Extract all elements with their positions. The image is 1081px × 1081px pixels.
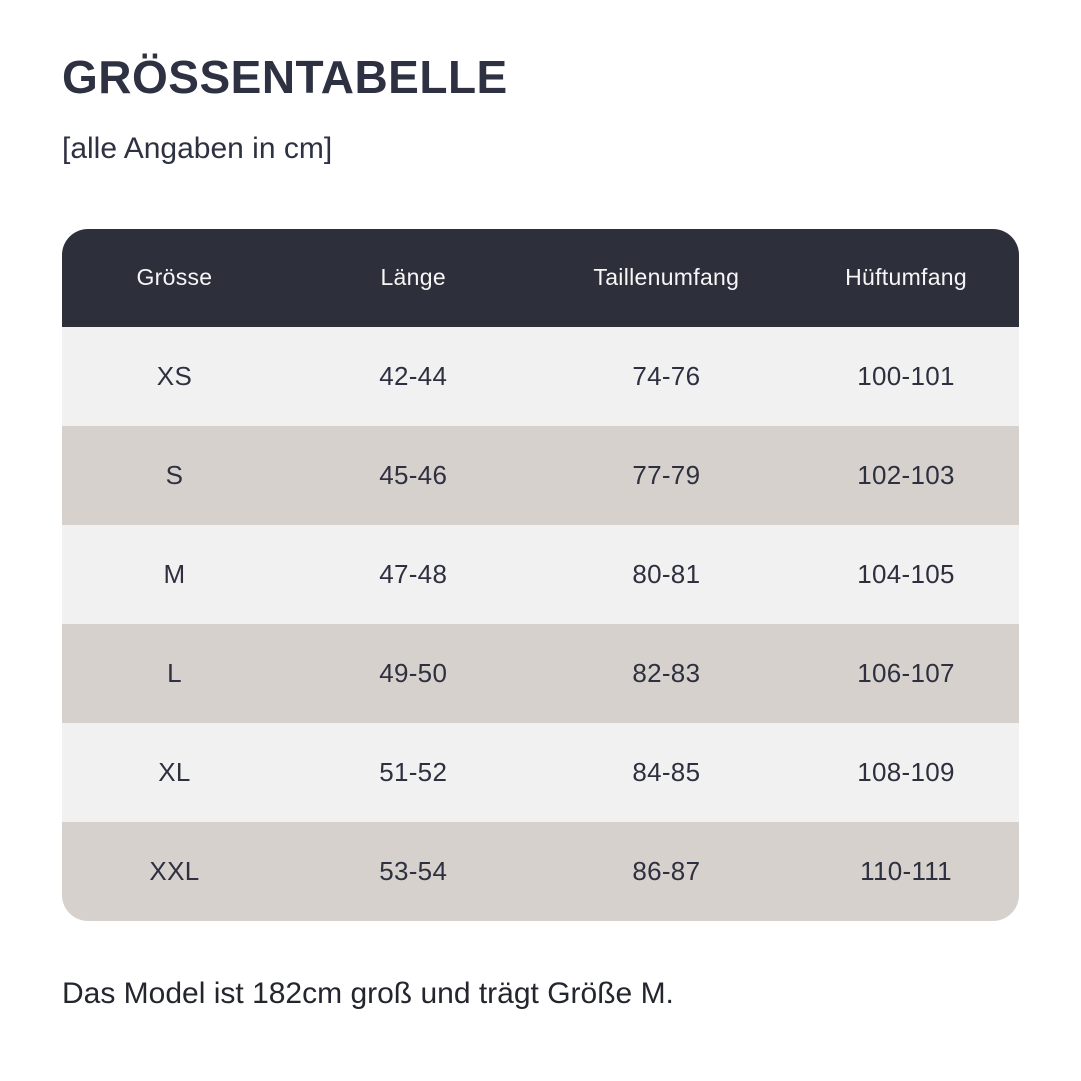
cell-taille: 82-83 bbox=[632, 657, 701, 688]
cell-huefte: 100-101 bbox=[857, 360, 955, 391]
model-size-note: Das Model ist 182cm groß und trägt Größe M. bbox=[62, 976, 674, 1010]
table-header-row bbox=[62, 229, 1019, 327]
table-row-m bbox=[62, 525, 1019, 624]
page-subtitle: [alle Angaben in cm] bbox=[62, 131, 333, 165]
cell-laenge: 47-48 bbox=[379, 558, 448, 589]
table-row-s bbox=[62, 426, 1019, 525]
table-row-xxl bbox=[62, 822, 1019, 921]
page-title: GRÖSSENTABELLE bbox=[62, 51, 508, 103]
size-table bbox=[62, 229, 1019, 921]
header-cell-taillenumfang: Taillenumfang bbox=[593, 264, 740, 291]
header-cell-laenge: Länge bbox=[380, 264, 446, 291]
cell-size: XXL bbox=[149, 855, 200, 886]
header-cell-groesse: Grösse bbox=[136, 264, 213, 291]
cell-laenge: 51-52 bbox=[379, 756, 448, 787]
cell-size: XS bbox=[156, 360, 193, 391]
cell-huefte: 110-111 bbox=[860, 855, 952, 886]
cell-size: M bbox=[163, 558, 186, 589]
cell-taille: 84-85 bbox=[632, 756, 701, 787]
cell-size: L bbox=[167, 657, 182, 688]
cell-taille: 80-81 bbox=[632, 558, 701, 589]
cell-laenge: 53-54 bbox=[379, 855, 448, 886]
cell-laenge: 45-46 bbox=[379, 459, 448, 490]
table-row-xl bbox=[62, 723, 1019, 822]
cell-size: XL bbox=[158, 756, 191, 787]
table-row-l bbox=[62, 624, 1019, 723]
cell-taille: 77-79 bbox=[632, 459, 701, 490]
cell-taille: 74-76 bbox=[632, 360, 701, 391]
cell-laenge: 42-44 bbox=[379, 360, 448, 391]
cell-laenge: 49-50 bbox=[379, 657, 448, 688]
cell-taille: 86-87 bbox=[632, 855, 701, 886]
table-row-xs bbox=[62, 327, 1019, 426]
header-cell-hueftumfang: Hüftumfang bbox=[845, 264, 967, 291]
cell-huefte: 106-107 bbox=[857, 657, 955, 688]
cell-huefte: 102-103 bbox=[857, 459, 955, 490]
cell-huefte: 104-105 bbox=[857, 558, 955, 589]
cell-size: S bbox=[165, 459, 184, 490]
cell-huefte: 108-109 bbox=[857, 756, 955, 787]
